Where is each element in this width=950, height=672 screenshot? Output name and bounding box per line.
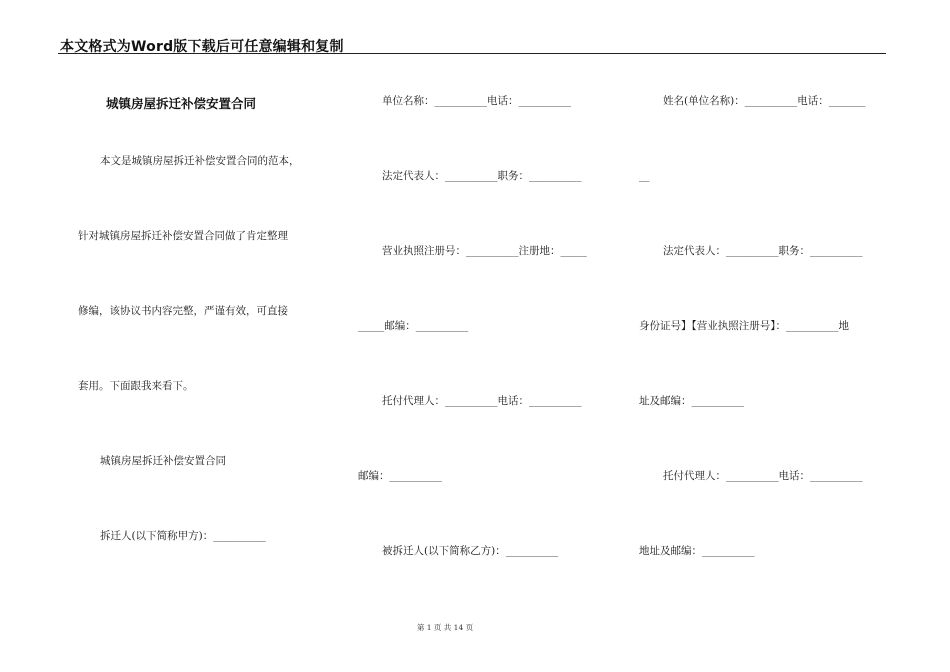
party-b-name-line: 姓名(单位名称)：__________电话：_______ <box>663 95 866 107</box>
party-a-agent-line: 托付代理人：__________电话：__________ <box>382 395 582 407</box>
party-a-unit-name-line: 单位名称：__________电话：__________ <box>382 95 571 107</box>
page-indicator: 第 1 页 共 14 页 <box>416 623 474 632</box>
party-b-name-line-cont: __ <box>639 170 650 182</box>
intro-line-3: 修编，该协议书内容完整，严谨有效，可直接 <box>78 305 288 317</box>
party-a-license-line: 营业执照注册号：__________注册地：_____ <box>382 245 587 257</box>
party-b-agent-address-line: 地址及邮编：__________ <box>639 545 755 557</box>
party-a-postcode-line-2: 邮编：__________ <box>358 470 442 482</box>
document-header-title: 本文格式为Word版下载后可任意编辑和复制 <box>60 39 344 55</box>
intro-line-4: 套用。下面跟我来看下。 <box>78 380 194 392</box>
party-b-agent-line: 托付代理人：__________电话：__________ <box>663 470 863 482</box>
contract-subtitle: 城镇房屋拆迁补偿安置合同 <box>100 455 226 467</box>
party-b-line: 被拆迁人(以下简称乙方)：__________ <box>382 545 559 557</box>
header-divider <box>58 53 886 54</box>
contract-title: 城镇房屋拆迁补偿安置合同 <box>106 96 257 111</box>
party-b-address-line: 址及邮编：__________ <box>639 395 744 407</box>
party-a-line: 拆迁人(以下简称甲方)：__________ <box>100 530 266 542</box>
party-a-legal-rep-line: 法定代表人：__________职务：__________ <box>382 170 582 182</box>
party-b-id-line: 身份证号】【营业执照注册号】：__________地 <box>639 320 849 332</box>
party-a-postcode-line: _____邮编：__________ <box>358 320 469 332</box>
intro-line-2: 针对城镇房屋拆迁补偿安置合同做了肯定整理 <box>78 230 288 242</box>
party-b-legal-rep-line: 法定代表人：__________职务：__________ <box>663 245 863 257</box>
intro-line-1: 本文是城镇房屋拆迁补偿安置合同的范本， <box>100 155 300 167</box>
